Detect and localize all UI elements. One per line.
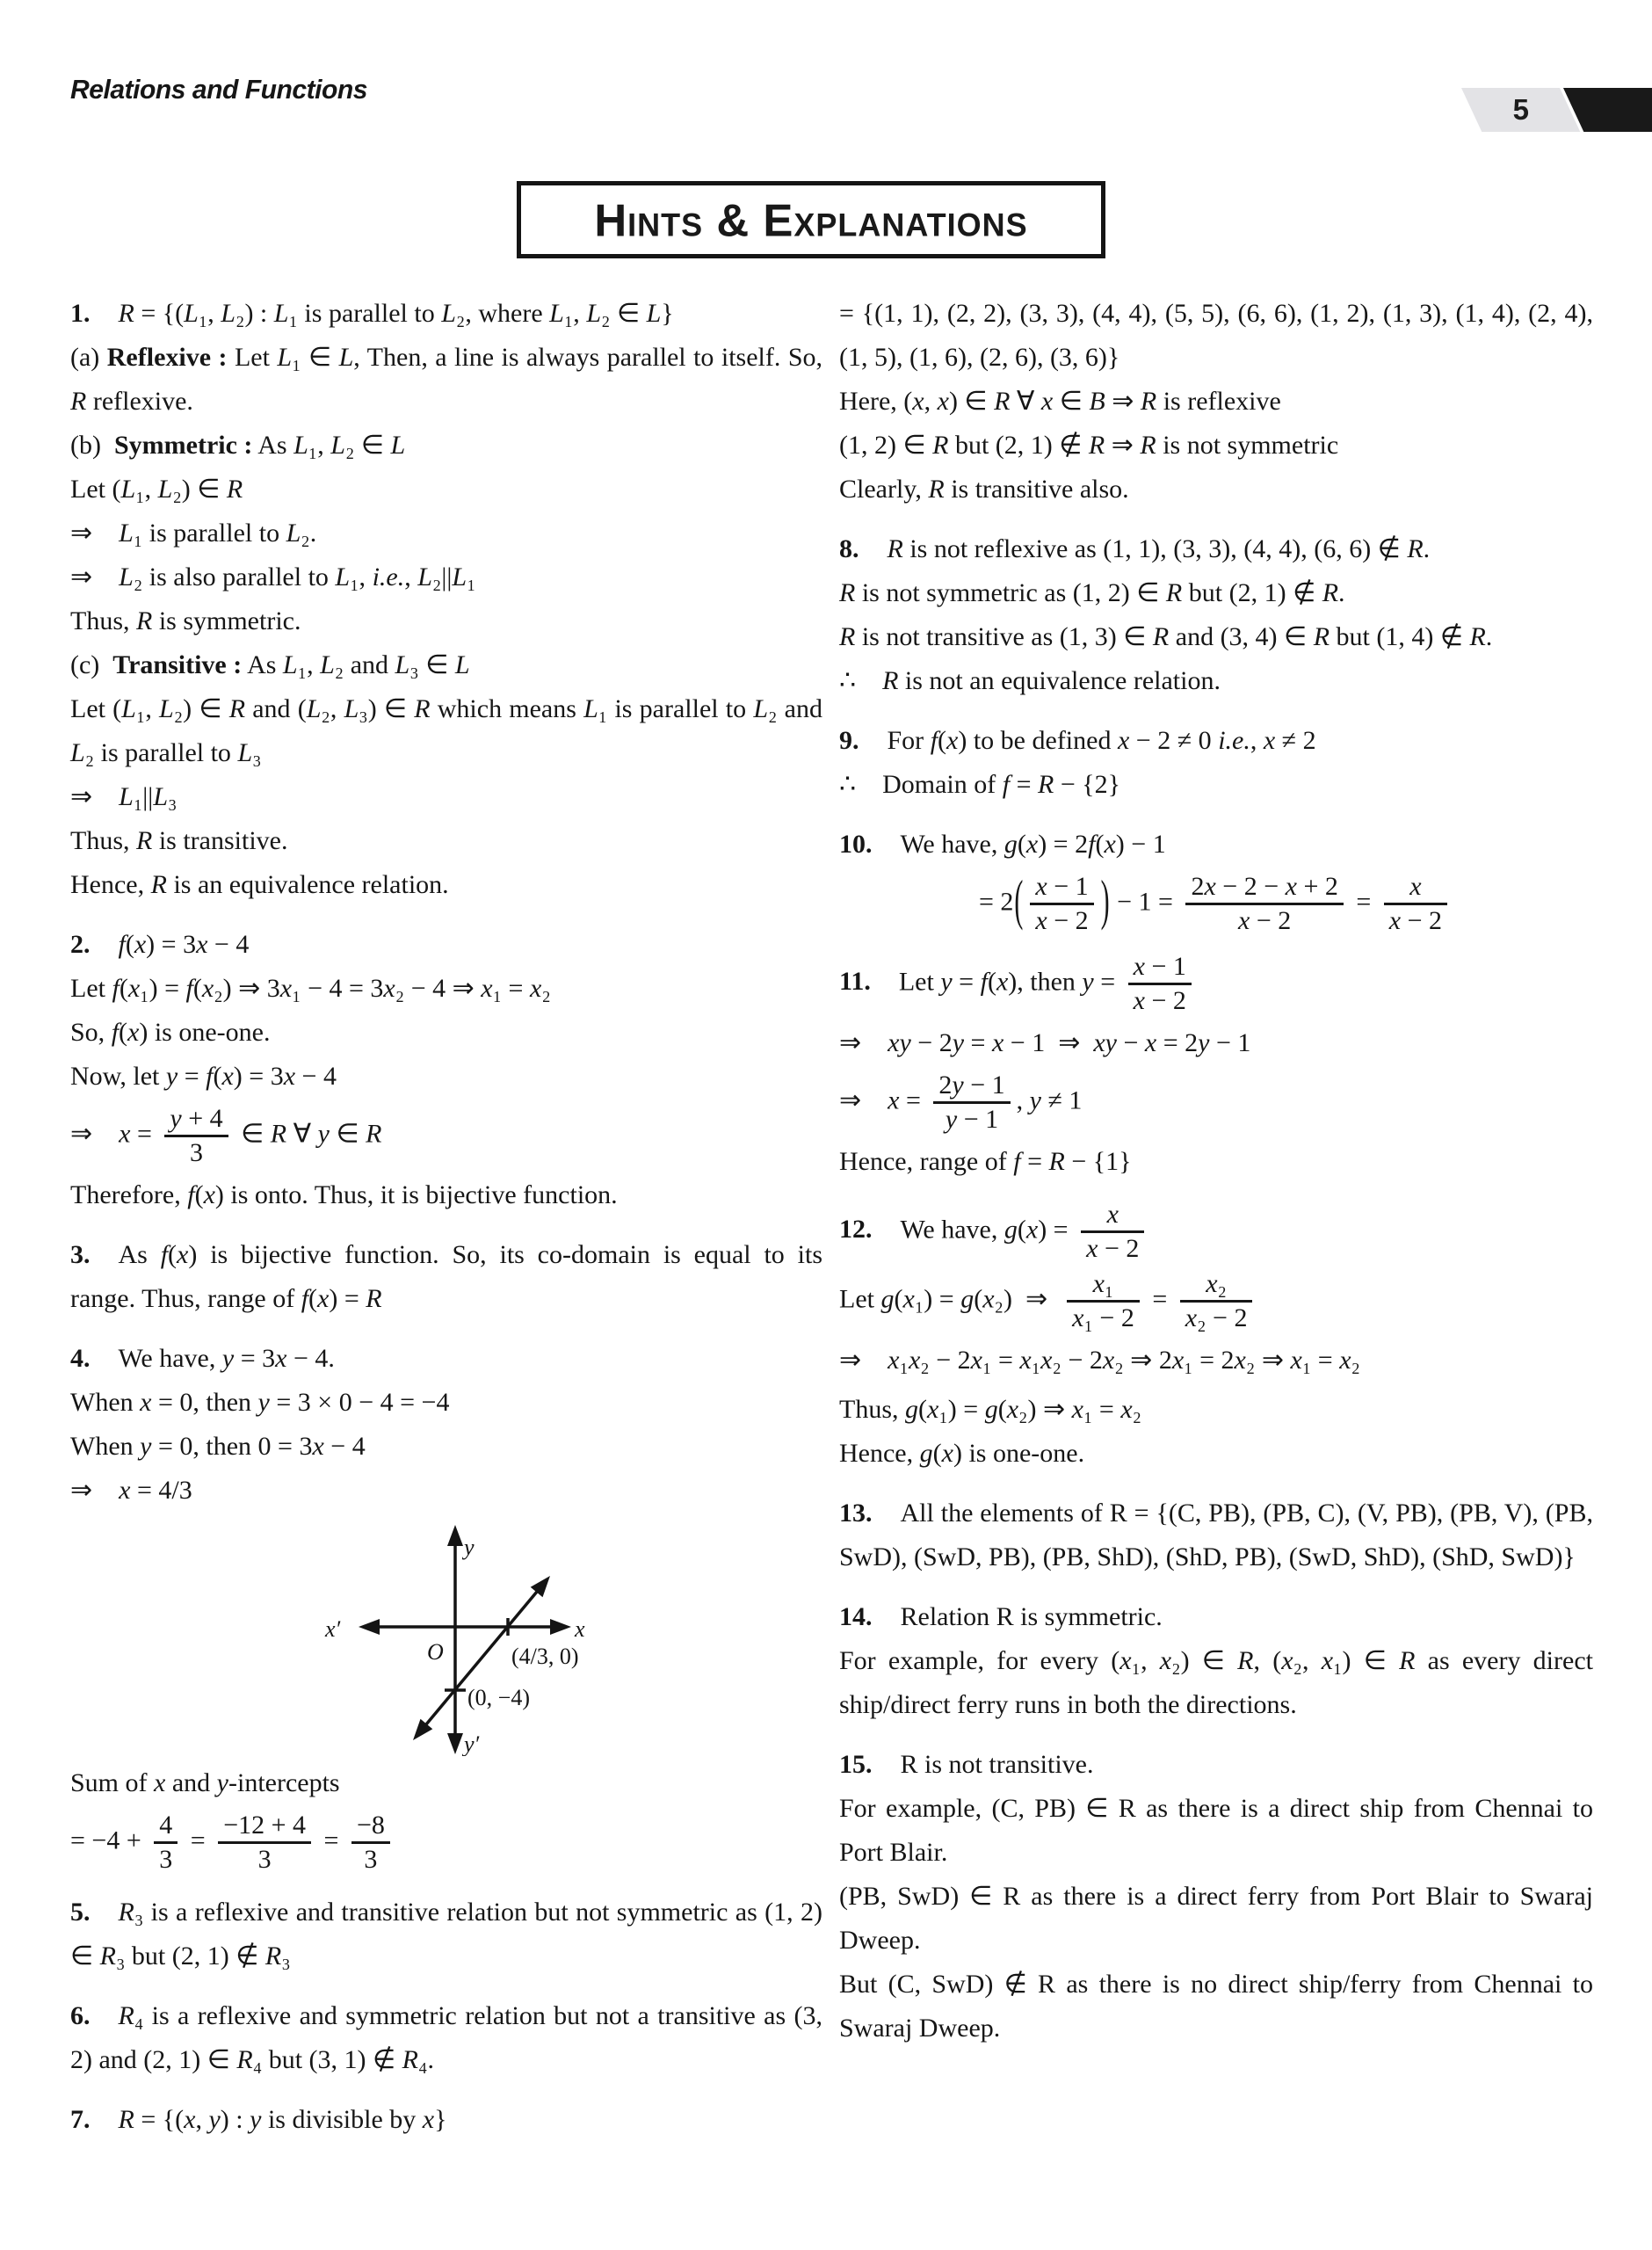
text-line: Hence, g(x) is one-one. <box>839 1439 1085 1468</box>
text-line: Let (L₁, L₂) ∈ R <box>70 475 243 504</box>
text-line: Hence, range of f = R − {1} <box>839 1147 1132 1176</box>
text-line: When x = 0, then y = 3 × 0 − 4 = −4 <box>70 1388 450 1417</box>
text-line: ⇒ L₁ is parallel to L₂. <box>70 519 317 548</box>
text-line: But (C, SwD) ∉ R as there is no direct ship/ferry from Chennai to Swaraj Dweep. <box>839 1970 1593 2043</box>
text-line: Now, let y = f(x) = 3x − 4 <box>70 1062 337 1091</box>
math-line: ⇒ x = $\frac{y + 4}{3}$ ∈ R ∀ y ∈ R <box>70 1104 382 1167</box>
fraction: $\frac{x - 1}{x - 2}$ <box>1128 952 1192 1016</box>
solution-item-12: 12. We have, g(x) = $\frac{x}{x - 2}$ <box>839 1200 1593 1264</box>
text-line: ∴ R is not an equivalence relation. <box>839 666 1221 695</box>
fraction: $\frac{2x - 2 - x + 2}{x - 2}$ <box>1185 872 1343 936</box>
text-line: (c) Transitive : As L₁, L₂ and L₃ ∈ L <box>70 650 470 679</box>
item-number: 14. <box>839 1602 873 1631</box>
text-line: ⇒ L₂ is also parallel to L₁, i.e., L₂||L₁ <box>70 562 476 592</box>
svg-text:x′: x′ <box>325 1616 341 1642</box>
axes-line-graph <box>323 1523 587 1756</box>
text-line: Thus, R is symmetric. <box>70 606 301 635</box>
text-line: = {(1, 1), (2, 2), (3, 3), (4, 4), (5, 5), (6, 6), (1, 2), (1, 3), (1, 4), (2, 4), (1, 5), (1, 6), (2, 6), (3, 6)} <box>839 299 1593 372</box>
svg-text:O: O <box>427 1639 444 1665</box>
fraction: $\frac{4}{3}$ <box>154 1811 178 1875</box>
solution-item-14: 14. Relation R is symmetric. <box>839 1602 1163 1631</box>
item-number: 11. <box>839 967 871 997</box>
svg-text:y: y <box>464 1535 475 1560</box>
item-number: 15. <box>839 1750 873 1779</box>
math-line: ⇒ xy − 2y = x − 1 ⇒ xy − x = 2y − 1 <box>839 1028 1251 1057</box>
text-line: So, f(x) is one-one. <box>70 1018 271 1047</box>
svg-text:(4/3, 0): (4/3, 0) <box>511 1644 579 1669</box>
item-number: 10. <box>839 830 873 859</box>
solution-item-6: 6. R₄ is a reflexive and symmetric relation but not a transitive as (3, 2) and (2, 1) ∈ R₄ but (3, 1) ∉ R₄. <box>70 2001 822 2074</box>
big-paren: ) <box>1100 870 1110 932</box>
fraction: $\frac{x}{x - 2}$ <box>1384 872 1447 936</box>
solution-item-5: 5. R₃ is a reflexive and transitive relation but not symmetric as (1, 2) ∈ R₃ but (2, 1) ∉ R₃ <box>70 1898 822 1971</box>
text-line: For example, for every (x₁, x₂) ∈ R, (x₂, x₁) ∈ R as every direct ship/direct ferry runs in both the directions. <box>839 1646 1593 1719</box>
text-line: R is not symmetric as (1, 2) ∈ R but (2, 1) ∉ R. <box>839 578 1345 607</box>
text-line: Therefore, f(x) is onto. Thus, it is bijective function. <box>70 1180 618 1209</box>
text-line: (a) Reflexive : Let L₁ ∈ L, Then, a line is always parallel to itself. So, R reflexive. <box>70 343 823 416</box>
item-number: 2. <box>70 930 91 959</box>
solution-item-9: 9. For f(x) to be defined x − 2 ≠ 0 i.e., x ≠ 2 <box>839 726 1316 755</box>
math-line: = 2( $\frac{x - 1}{x - 2}$ ) − 1 = $\frac{2x - 2 - x + 2}{x - 2}$ = $\frac{x}{x - 2}$ <box>839 872 1593 936</box>
item-number: 5. <box>70 1898 91 1927</box>
text-line: ⇒ L₁||L₃ <box>70 782 178 811</box>
text-line: Hence, R is an equivalence relation. <box>70 870 449 899</box>
solution-item-11: 11. Let y = f(x), then y = $\frac{x - 1}{x - 2}$ <box>839 952 1593 1016</box>
solution-item-8: 8. R is not reflexive as (1, 1), (3, 3), (4, 4), (6, 6) ∉ R. <box>839 534 1431 563</box>
fraction: $\frac{2y - 1}{y - 1}$ <box>933 1071 1010 1135</box>
section-title-box <box>517 181 1105 258</box>
item-number: 13. <box>839 1499 873 1528</box>
section-title: Hints & Explanations <box>594 193 1028 246</box>
page-number-tab <box>1461 88 1580 132</box>
text-line: Thus, R is transitive. <box>70 826 288 855</box>
solution-item-10: 10. We have, g(x) = 2f(x) − 1 <box>839 830 1166 859</box>
fraction: $\frac{x - 1}{x - 2}$ <box>1030 872 1093 936</box>
item-number: 1. <box>70 299 91 328</box>
graph-figure <box>323 1523 587 1756</box>
column-right <box>839 292 1593 2050</box>
math-line: ⇒ x₁x₂ − 2x₁ = x₁x₂ − 2x₂ ⇒ 2x₁ = 2x₂ ⇒ x₁ = x₂ <box>839 1346 1360 1375</box>
text-line: Let f(x₁) = f(x₂) ⇒ 3x₁ − 4 = 3x₂ − 4 ⇒ x₁ = x₂ <box>70 974 551 1003</box>
text-line: Here, (x, x) ∈ R ∀ x ∈ B ⇒ R is reflexive <box>839 387 1281 416</box>
text-line: (PB, SwD) ∈ R as there is a direct ferry from Port Blair to Swaraj Dweep. <box>839 1882 1593 1955</box>
item-number: 12. <box>839 1215 873 1245</box>
text-line: (b) Symmetric : As L₁, L₂ ∈ L <box>70 431 406 460</box>
page-number: 5 <box>1512 93 1529 126</box>
fraction: $\frac{\text{x₁}}{\text{x₁ − 2}}$ <box>1067 1269 1140 1333</box>
svg-text:y′: y′ <box>464 1731 480 1756</box>
solution-item-13: 13. All the elements of R = {(C, PB), (PB, C), (V, PB), (PB, V), (PB, SwD), (SwD, PB), (PB, ShD), (ShD, PB), (SwD, ShD), (ShD, SwD)} <box>839 1499 1593 1571</box>
item-number: 4. <box>70 1344 91 1373</box>
text-line: ⇒ x = 4/3 <box>70 1476 192 1505</box>
svg-text:(0, −4): (0, −4) <box>467 1685 530 1710</box>
column-left <box>70 292 822 2142</box>
big-paren: ( <box>1014 870 1024 932</box>
solution-item-1: 1. R = {(L₁, L₂) : L₁ is parallel to L₂, where L₁, L₂ ∈ L} <box>70 299 674 328</box>
fraction: $\frac{x}{x - 2}$ <box>1081 1200 1144 1264</box>
text-line: R is not transitive as (1, 3) ∈ R and (3, 4) ∈ R but (1, 4) ∉ R. <box>839 622 1493 651</box>
solution-item-3: 3. As f(x) is bijective function. So, its co-domain is equal to its range. Thus, range of f(x) = R <box>70 1240 822 1313</box>
text-line: For example, (C, PB) ∈ R as there is a direct ship from Chennai to Port Blair. <box>839 1794 1593 1867</box>
text-line: ∴ Domain of f = R − {2} <box>839 770 1121 799</box>
chapter-title: Relations and Functions <box>70 74 368 105</box>
fraction: $\frac{-12 + 4}{3}$ <box>218 1811 311 1875</box>
fraction: $\frac{y + 4}{3}$ <box>164 1104 228 1168</box>
text-line: Let (L₁, L₂) ∈ R and (L₂, L₃) ∈ R which means L₁ is parallel to L₂ and L₂ is parallel to L₃ <box>70 694 822 767</box>
math-line: = −4 + $\frac{4}{3}$ = $\frac{-12 + 4}{3}$ = $\frac{-8}{3}$ <box>70 1811 822 1875</box>
item-number: 6. <box>70 2001 91 2030</box>
text-line: When y = 0, then 0 = 3x − 4 <box>70 1432 366 1461</box>
solution-item-15: 15. R is not transitive. <box>839 1750 1094 1779</box>
text-line: Thus, g(x₁) = g(x₂) ⇒ x₁ = x₂ <box>839 1395 1142 1424</box>
solution-item-2: 2. f(x) = 3x − 4 <box>70 930 250 959</box>
item-number: 7. <box>70 2105 91 2134</box>
math-line: Let g(x₁) = g(x₂) ⇒ $\frac{\text{x₁}}{\text{x₁ − 2}}$ = $\frac{\text{x₂}}{\text{x₂ − 2}}$ <box>839 1269 1593 1333</box>
solution-item-7: 7. R = {(x, y) : y is divisible by x} <box>70 2105 447 2134</box>
solution-item-4: 4. We have, y = 3x − 4. <box>70 1344 335 1373</box>
fraction: $\frac{\text{x₂}}{\text{x₂ − 2}}$ <box>1180 1269 1253 1333</box>
item-number: 3. <box>70 1240 91 1269</box>
fraction: $\frac{-8}{3}$ <box>351 1811 390 1875</box>
text-line: Sum of x and y-intercepts <box>70 1768 340 1797</box>
item-number: 9. <box>839 726 859 755</box>
math-line: ⇒ x = $\frac{2y - 1}{y - 1}$ , y ≠ 1 <box>839 1071 1083 1134</box>
text-line: (1, 2) ∈ R but (2, 1) ∉ R ⇒ R is not symmetric <box>839 431 1339 460</box>
text-line: Clearly, R is transitive also. <box>839 475 1129 504</box>
item-number: 8. <box>839 534 859 563</box>
svg-text:x: x <box>575 1616 585 1642</box>
